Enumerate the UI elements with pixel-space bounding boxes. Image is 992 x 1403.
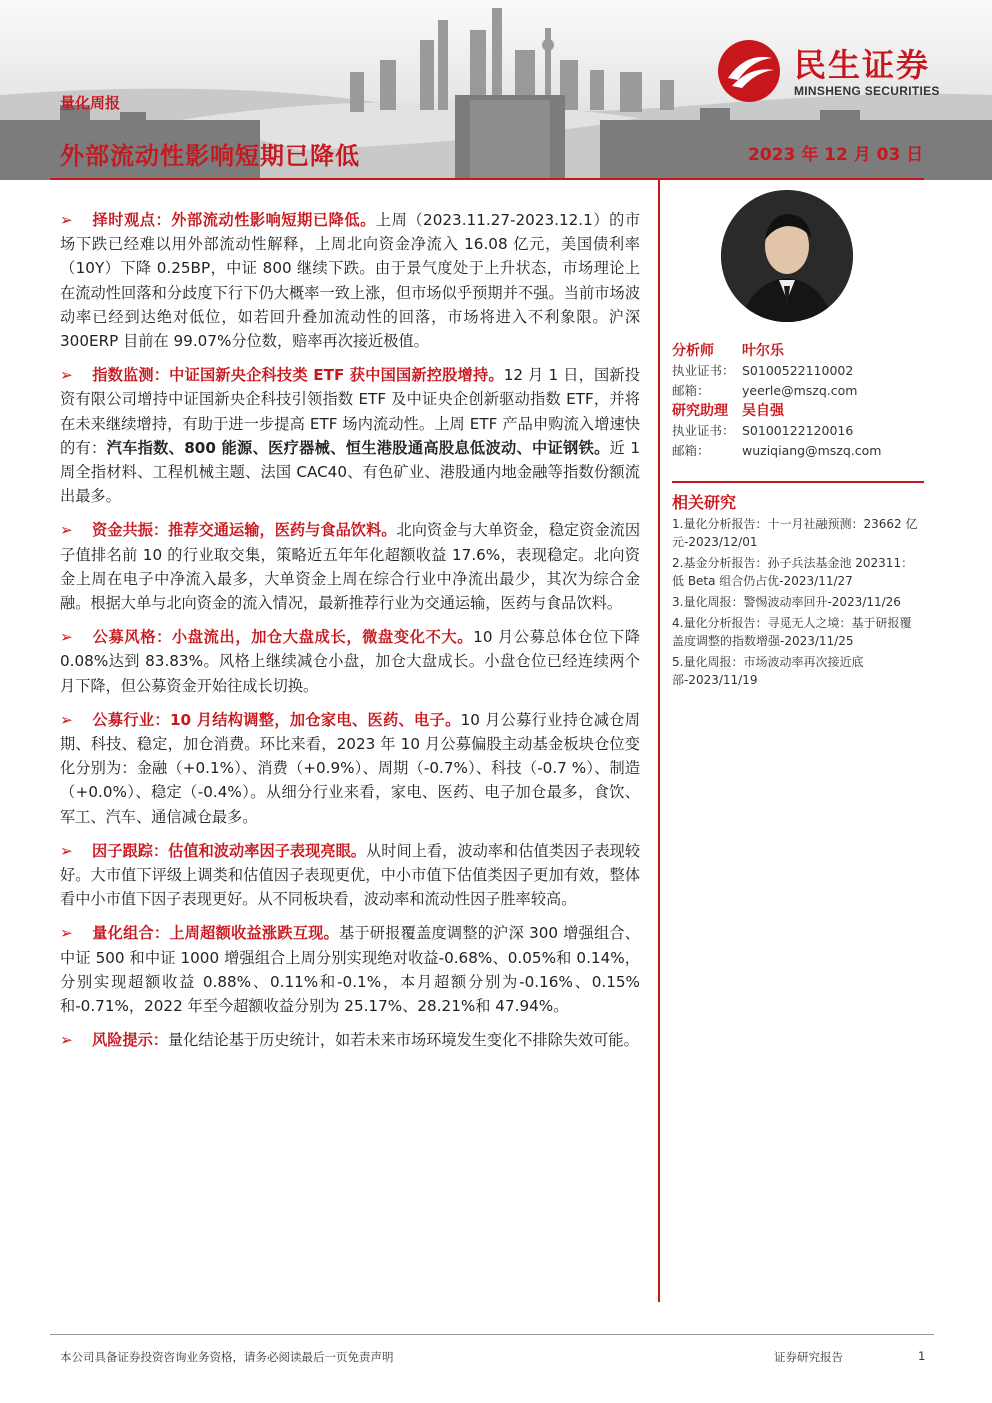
related-research-item[interactable]: 3.量化周报：警惕波动率回升-2023/11/26 [672,595,901,609]
assistant-role-row [672,401,922,421]
summary-paragraph [60,921,640,1018]
summary-paragraph [60,1028,640,1052]
paragraph-text: 近 1 周全指材料、工程机械主题、法国 CAC40、有色矿业、港股通内地金融等指数份额流出最多。 [60,438,640,506]
arrow-bullet-icon: ➢ [60,366,73,385]
related-research-item[interactable]: 4.量化分析报告：寻觅无人之境：基于研报覆盖度调整的指数增强-2023/11/25 [672,616,912,648]
assistant-email-link[interactable]: wuziqiang@mszq.com [742,443,882,458]
related-research-list [672,515,922,692]
summary-paragraph [60,839,640,912]
paragraph-heading: 公募行业：10 月结构调整，加仓家电、医药、电子。 [92,710,461,729]
analyst-email-link[interactable]: yeerle@mszq.com [742,383,858,398]
arrow-bullet-icon: ➢ [60,924,73,943]
header-banner [0,0,992,180]
paragraph-bold-text: 汽车指数、800 能源、医疗器械、恒生港股通高股息低波动、中证钢铁。 [106,438,610,457]
cert-number: S0100522110002 [742,363,854,378]
analyst-name: 叶尔乐 [742,343,784,359]
analyst-role: 分析师 [672,343,714,359]
related-research-item[interactable]: 5.量化周报：市场波动率再次接近底部-2023/11/19 [672,655,864,687]
arrow-bullet-icon: ➢ [60,211,73,229]
cert-label: 执业证书： [672,423,735,438]
analyst-email-row [672,381,922,401]
footer-divider [50,1334,934,1335]
paragraph-text: 量化结论基于历史统计，如若未来市场环境发生变化不排除失效可能。 [167,1031,639,1050]
logo-emblem-icon [716,38,782,104]
arrow-bullet-icon: ➢ [60,1031,73,1050]
analyst-info [672,341,922,461]
paragraph-heading: 量化组合：上周超额收益涨跌互现。 [92,924,339,943]
footer-doc-type: 证券研究报告 [774,1350,843,1364]
logo-chinese-name: 民生证券 [794,46,931,84]
arrow-bullet-icon: ➢ [60,521,73,540]
paragraph-text: 12 月 1 日，国新投资有限公司增持中证国新央企科技引领指数 ETF 及中证央企创新驱动指数 ETF，并将在未来继续增持，有助于进一步提高 ETF 场内流动性。上周 ETF 产品申购流入增速快的有： [60,366,640,457]
analyst-cert-row [672,361,922,381]
related-divider [672,481,924,483]
assistant-name: 吴自强 [742,403,784,419]
assistant-cert-row [672,421,922,441]
cert-label: 执业证书： [672,363,735,378]
header-divider [50,178,924,180]
logo-english-name: MINSHENG SECURITIES [794,84,940,98]
related-research-title: 相关研究 [672,493,737,512]
paragraph-text: 10 月公募行业持仓减仓周期、科技、稳定，加仓消费。环比来看，2023 年 10 月公募偏股主动基金板块仓位变化分别为：金融（+0.1%）、消费（+0.9%）、周期（-0.7%）、科技（-0.7 %）、制造（+0.0%）、稳定（-0.4%）。从细分行业来看，家电、医药、电子加仓最多，食饮、军工、汽车、通信减仓最多。 [60,710,640,826]
analyst-role-row [672,341,922,361]
summary-paragraph [60,625,640,698]
related-research-item[interactable]: 1.量化分析报告：十一月社融预测：23662 亿元-2023/12/01 [672,517,918,549]
paragraph-heading: 资金共振：推荐交通运输，医药与食品饮料。 [92,521,397,540]
assistant-role: 研究助理 [672,403,728,419]
paragraph-heading: 择时观点：外部流动性影响短期已降低。 [92,211,376,229]
report-title: 外部流动性影响短期已降低 [60,142,360,170]
footer-disclaimer: 本公司具备证券投资咨询业务资格，请务必阅读最后一页免责声明 [60,1350,394,1364]
email-label: 邮箱： [672,443,710,458]
paragraph-text: 上周（2023.11.27-2023.12.1）的市场下跌已经难以用外部流动性解释，上周北向资金净流入 16.08 亿元，美国债利率（10Y）下降 0.25BP，中证 800 继续下跌。由于景气度处于上升状态，市场理论上在流动性回落和分歧度下行下仍大概率一致上涨，但市场似乎预期并不强。当前市场波动率已经到达绝对低位，如若回升叠加流动性的回落，市场将进入不利象限。沪深 300ERP 目前在 99.07%分位数，赔率再次接近极值。 [60,211,641,351]
main-summary [60,208,640,1063]
summary-paragraph [60,208,640,353]
analyst-photo [721,190,853,322]
paragraph-heading: 因子跟踪：估值和波动率因子表现亮眼。 [92,841,367,860]
paragraph-heading: 公募风格：小盘流出，加仓大盘成长，微盘变化不大。 [92,628,474,647]
report-date: 2023 年 12 月 03 日 [748,145,924,165]
paragraph-heading: 指数监测：中证国新央企科技类 ETF 获中国国新控股增持。 [92,366,504,385]
arrow-bullet-icon: ➢ [60,628,73,647]
paragraph-text: 北向资金与大单资金，稳定资金流因子值排名前 10 的行业取交集，策略近五年年化超额收益 17.6%，表现稳定。北向资金上周在电子中净流入最多，大单资金上周在综合行业中净流出最少，其次为综合金融。根据大单与北向资金的流入情况，最新推荐行业为交通运输，医药与食品饮料。 [60,521,641,613]
paragraph-heading: 风险提示： [92,1031,168,1050]
email-label: 邮箱： [672,383,710,398]
cert-number: S0100122120016 [742,423,854,438]
minsheng-logo [716,38,966,104]
summary-paragraph [60,708,640,829]
column-divider [658,180,660,1302]
analyst-portrait-icon [721,190,853,322]
paragraph-text: 从时间上看，波动率和估值类因子表现较好。大市值下评级上调类和估值因子表现更优，中小市值下估值类因子更加有效，整体看中小市值下因子表现更好。从不同板块看，波动率和流动性因子胜率较高。 [60,841,641,909]
page-number: 1 [918,1349,926,1363]
related-research-item[interactable]: 2.基金分析报告：孙子兵法基金池 202311：低 Beta 组合仍占优-2023/11/27 [672,556,914,588]
assistant-email-row [672,441,922,461]
paragraph-text: 基于研报覆盖度调整的沪深 300 增强组合、中证 500 和中证 1000 增强组合上周分别实现绝对收益-0.68%、0.05%和 0.14%，分别实现超额收益 0.88%、0.11%和-0.1%，本月超额分别为-0.16%、0.15%和-0.71%，2022 年至今超额收益分别为 25.17%、28.21%和 47.94%。 [60,924,640,1016]
report-type-label: 量化周报 [60,94,121,112]
arrow-bullet-icon: ➢ [60,841,73,860]
arrow-bullet-icon: ➢ [60,710,73,729]
paragraph-text: 10 月公募总体仓位下降 0.08%达到 83.83%。风格上继续减仓小盘，加仓大盘成长。小盘仓位已经连续两个月下降，但公募资金开始往成长切换。 [60,628,641,695]
summary-paragraph [60,363,640,508]
summary-paragraph [60,518,640,615]
